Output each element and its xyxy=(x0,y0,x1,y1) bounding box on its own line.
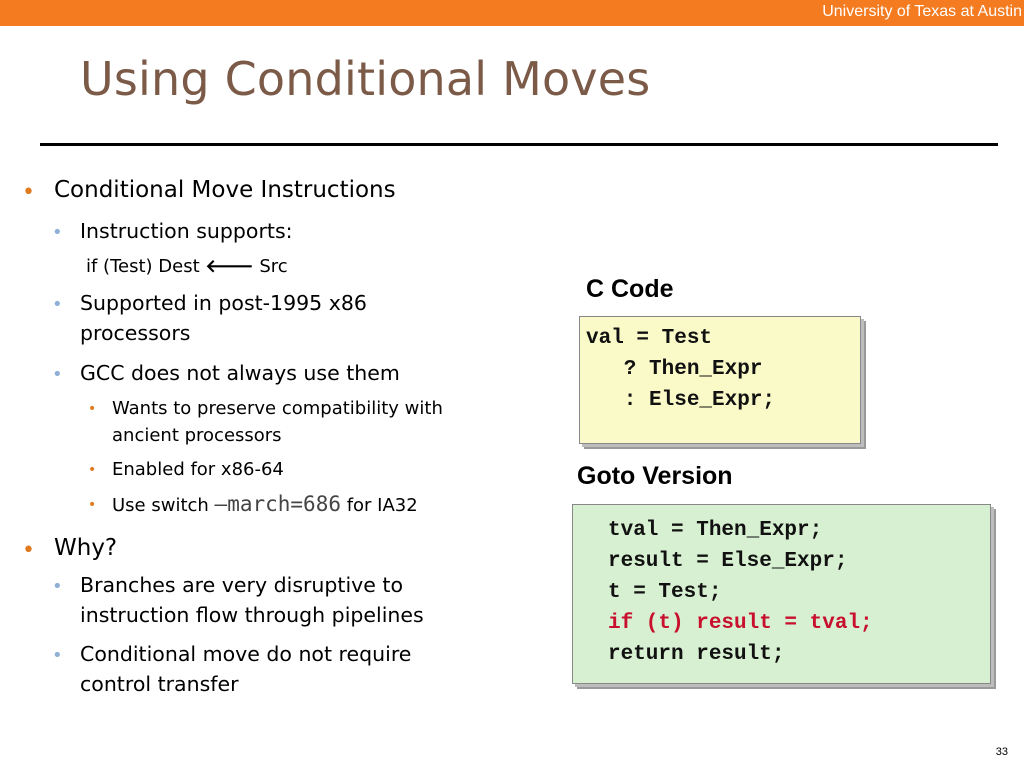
bullet-supported-post-1995: Supported in post-1995 x86 xyxy=(80,291,367,315)
semantics-text-pre: if (Test) Dest xyxy=(86,256,206,277)
bullet-dot: • xyxy=(52,294,63,315)
code-line: return result; xyxy=(608,643,785,666)
bullet-dot: • xyxy=(52,576,63,597)
bullet-preserve-compatibility: Wants to preserve compatibility with xyxy=(112,398,443,419)
code-line: t = Test; xyxy=(608,581,722,604)
code-line: : Else_Expr; xyxy=(586,389,776,412)
bullet-branches-disruptive-cont: instruction flow through pipelines xyxy=(80,603,424,627)
bullet-why: Why? xyxy=(54,535,118,561)
bullet-dot: • xyxy=(52,645,63,666)
institution-label: University of Texas at Austin xyxy=(822,3,1022,20)
bullet-gcc-not-always: GCC does not always use them xyxy=(80,361,400,385)
title-divider xyxy=(40,143,998,146)
slide-title: Using Conditional Moves xyxy=(80,52,651,106)
bullet-no-control-transfer-cont: control transfer xyxy=(80,672,239,696)
bullet-dot: • xyxy=(22,180,35,205)
instruction-semantics xyxy=(86,256,288,277)
code-line: result = Else_Expr; xyxy=(608,550,848,573)
code-line: tval = Then_Expr; xyxy=(608,519,823,542)
code-line: ? Then_Expr xyxy=(586,358,763,381)
use-switch-pre: Use switch xyxy=(112,495,215,516)
goto-version-heading: Goto Version xyxy=(577,462,733,490)
bullet-instruction-supports: Instruction supports: xyxy=(80,219,293,243)
bullet-branches-disruptive: Branches are very disruptive to xyxy=(80,573,404,597)
semantics-text-post: Src xyxy=(253,256,288,277)
goto-code-box xyxy=(572,504,991,684)
bullet-dot: • xyxy=(52,222,63,243)
bullet-no-control-transfer: Conditional move do not require xyxy=(80,642,412,666)
bullet-dot: • xyxy=(88,401,97,417)
code-line-highlighted: if (t) result = tval; xyxy=(608,612,873,635)
bullet-dot: • xyxy=(88,462,97,478)
c-code-box xyxy=(579,316,861,444)
use-switch-post: for IA32 xyxy=(340,495,418,516)
bullet-enabled-x86-64: Enabled for x86-64 xyxy=(112,459,284,480)
bullet-preserve-compatibility-cont: ancient processors xyxy=(112,425,282,446)
bullet-dot: • xyxy=(22,538,35,563)
bullet-dot: • xyxy=(52,364,63,385)
code-line: val = Test xyxy=(586,327,713,350)
page-number: 33 xyxy=(995,746,1008,758)
left-arrow-icon: 🡐 xyxy=(205,256,254,277)
bullet-supported-post-1995-cont: processors xyxy=(80,321,191,345)
bullet-dot: • xyxy=(88,497,97,513)
c-code-heading: C Code xyxy=(586,275,674,303)
bullet-conditional-move-instructions: Conditional Move Instructions xyxy=(54,177,396,203)
march-flag: –march=686 xyxy=(214,492,341,516)
bullet-use-switch xyxy=(112,492,418,516)
top-bar xyxy=(0,0,1024,26)
